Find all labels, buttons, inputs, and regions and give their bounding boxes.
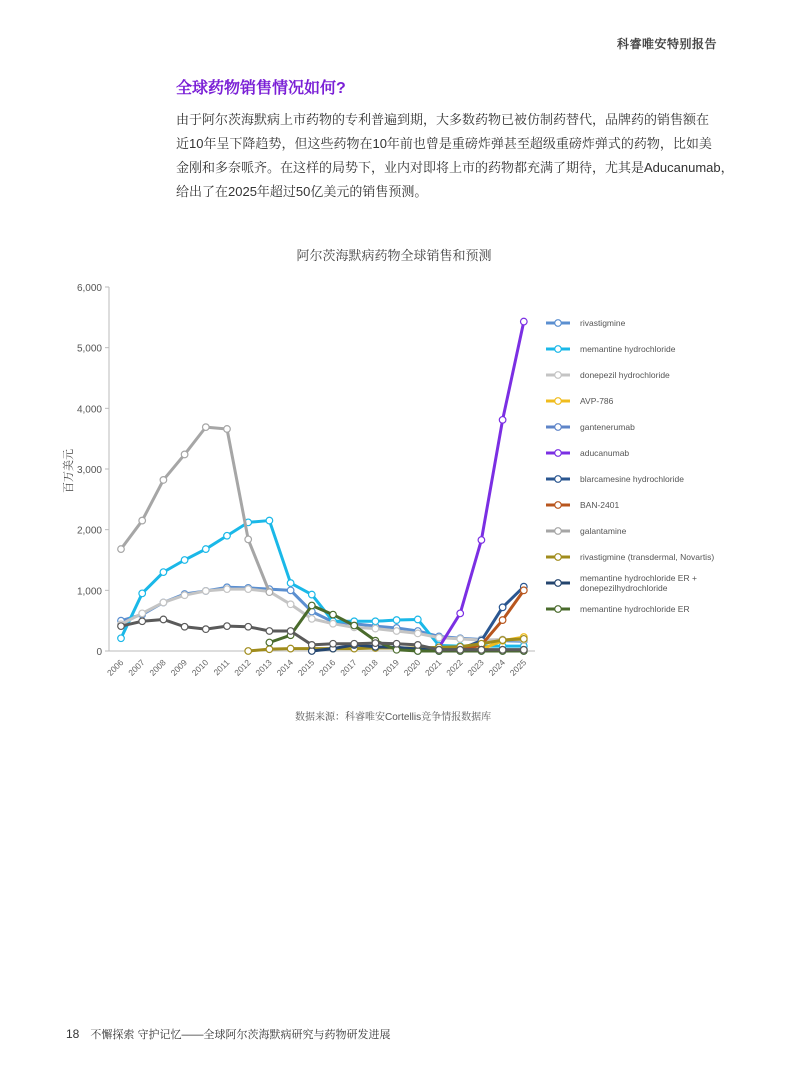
intro-line: 给出了在2025年超过50亿美元的销售预测。 (176, 184, 428, 199)
x-tick-label: 2018 (359, 657, 380, 678)
x-tick-label: 2008 (147, 657, 168, 678)
data-point (118, 635, 125, 642)
data-point (287, 628, 294, 635)
intro-line: 由于阿尔茨海默病上市药物的专利普遍到期，大多数药物已被仿制药替代，品牌药的销售额在 (176, 112, 710, 127)
y-tick-label: 5,000 (76, 343, 102, 355)
data-point (181, 592, 188, 599)
data-point (372, 640, 379, 647)
legend-marker (555, 580, 562, 587)
legend-label: BAN-2401 (580, 500, 620, 510)
data-point (266, 589, 273, 596)
data-point (224, 532, 231, 539)
legend-marker (555, 528, 562, 535)
data-point (351, 622, 358, 629)
data-point (245, 536, 252, 543)
section-title: 全球药物销售情况如何? (176, 80, 346, 97)
data-point (499, 617, 506, 624)
data-point (457, 636, 464, 643)
data-point (309, 591, 316, 598)
data-point (309, 602, 316, 609)
data-point (266, 639, 273, 646)
legend-label: rivastigmine (transdermal, Novartis) (580, 552, 715, 562)
legend-label: rivastigmine (580, 318, 626, 328)
data-point (393, 628, 400, 635)
legend-marker (555, 346, 562, 353)
data-point (224, 586, 231, 593)
legend-marker (555, 502, 562, 509)
legend-label: gantenerumab (580, 422, 635, 432)
x-tick-label: 2023 (465, 657, 486, 678)
x-tick-label: 2020 (401, 657, 423, 678)
data-point (499, 417, 506, 424)
data-point (287, 645, 294, 652)
page-number: 18 (66, 1027, 80, 1041)
intro-paragraph (176, 108, 734, 204)
data-point (139, 517, 146, 524)
data-point (203, 588, 210, 595)
legend-label: memantine hydrochloride ER + (580, 573, 697, 583)
data-point (181, 451, 188, 458)
data-point (245, 648, 252, 655)
x-tick-label: 2010 (189, 657, 211, 678)
data-point (372, 625, 379, 632)
intro-line: 近10年呈下降趋势，但这些药物在10年前也曾是重磅炸弹甚至超级重磅炸弹式的药物，比如美 (176, 136, 712, 151)
data-point (330, 620, 337, 627)
x-tick-label: 2015 (295, 657, 317, 678)
data-point (224, 426, 231, 433)
data-point (118, 623, 125, 630)
x-tick-label: 2007 (126, 657, 147, 678)
data-point (457, 610, 464, 617)
x-tick-label: 2014 (274, 657, 296, 678)
x-tick-label: 2017 (338, 657, 359, 678)
data-point (139, 590, 146, 597)
data-point (415, 642, 422, 649)
data-point (372, 618, 379, 625)
data-point (181, 623, 188, 630)
y-tick-label: 6,000 (76, 283, 102, 294)
y-axis-label: 百万美元 (63, 449, 75, 493)
data-point (224, 623, 231, 630)
data-point (499, 637, 506, 644)
data-point (139, 618, 146, 625)
data-point (245, 623, 252, 630)
data-point (309, 616, 316, 623)
data-point (309, 642, 316, 649)
legend-label: AVP-786 (580, 396, 614, 406)
intro-line: 金刚和多奈哌齐。在这样的局势下，业内对即将上市的药物都充满了期待，尤其是Aducanumab， (176, 160, 734, 175)
data-point (436, 634, 443, 641)
series-line (121, 427, 269, 592)
data-point (287, 587, 294, 594)
x-tick-label: 2012 (232, 657, 253, 678)
x-tick-label: 2006 (104, 657, 126, 678)
y-tick-label: 2,000 (76, 525, 102, 537)
data-point (160, 599, 167, 606)
data-point (499, 604, 506, 611)
chart-title: 阿尔茨海默病药物全球销售和预测 (296, 248, 492, 263)
legend-label: blarcamesine hydrochloride (580, 474, 684, 484)
legend-label: donepezil hydrochloride (580, 370, 670, 380)
data-point (393, 617, 400, 624)
legend-label: donepezilhydrochloride (580, 583, 668, 593)
y-tick-label: 3,000 (76, 465, 102, 476)
data-point (160, 616, 167, 623)
data-point (436, 646, 443, 653)
data-point (521, 636, 528, 643)
x-tick-label: 2019 (380, 657, 402, 678)
legend-marker (555, 450, 562, 457)
data-point (160, 569, 167, 576)
data-point (351, 640, 358, 647)
legend-marker (555, 554, 562, 561)
x-tick-label: 2011 (211, 657, 232, 678)
data-point (266, 646, 273, 653)
source-note: 数据来源：科睿唯安Cortellis竞争情报数据库 (295, 712, 492, 723)
data-point (203, 546, 210, 553)
data-point (266, 517, 273, 524)
data-point (181, 557, 188, 564)
data-point (287, 580, 294, 587)
data-point (245, 586, 252, 593)
data-point (330, 611, 337, 618)
data-point (203, 424, 210, 431)
data-point (478, 537, 485, 544)
legend-marker (555, 606, 562, 613)
legend-marker (555, 320, 562, 327)
data-point (266, 628, 273, 635)
legend-label: memantine hydrochloride ER (580, 604, 690, 614)
footer-text: 不懈探索 守护记忆——全球阿尔茨海默病研究与药物研发进展 (90, 1029, 391, 1041)
legend-marker (555, 398, 562, 405)
x-tick-label: 2021 (422, 657, 444, 678)
series-1 (118, 517, 527, 649)
legend-marker (555, 476, 562, 483)
data-point (139, 610, 146, 617)
legend-label: aducanumab (580, 448, 630, 458)
y-tick-label: 1,000 (76, 586, 102, 598)
data-point (160, 477, 167, 484)
x-tick-label: 2024 (486, 657, 508, 678)
data-point (521, 646, 528, 653)
x-tick-label: 2013 (253, 657, 274, 678)
data-point (330, 640, 337, 647)
data-point (521, 318, 528, 325)
x-tick-label: 2016 (316, 657, 338, 678)
data-point (393, 640, 400, 647)
y-tick-label: 0 (96, 647, 102, 658)
data-point (203, 626, 210, 633)
data-point (415, 630, 422, 637)
page-footer (66, 1026, 390, 1042)
data-point (457, 646, 464, 653)
data-point (499, 646, 506, 653)
x-tick-label: 2009 (168, 657, 190, 678)
legend-label: memantine hydrochloride (580, 344, 676, 354)
x-tick-label: 2022 (444, 657, 465, 678)
series-5 (436, 318, 527, 650)
legend-marker (555, 372, 562, 379)
data-point (478, 646, 485, 653)
legend-label: galantamine (580, 526, 627, 536)
y-tick-label: 4,000 (76, 404, 102, 416)
legend-marker (555, 424, 562, 431)
data-point (287, 601, 294, 608)
data-point (521, 587, 528, 594)
data-point (118, 546, 125, 553)
series-8 (118, 424, 273, 596)
report-label: 科睿唯安特别报告 (616, 37, 717, 51)
sales-line-chart (0, 236, 793, 696)
x-tick-label: 2025 (507, 657, 529, 678)
data-point (415, 616, 422, 623)
